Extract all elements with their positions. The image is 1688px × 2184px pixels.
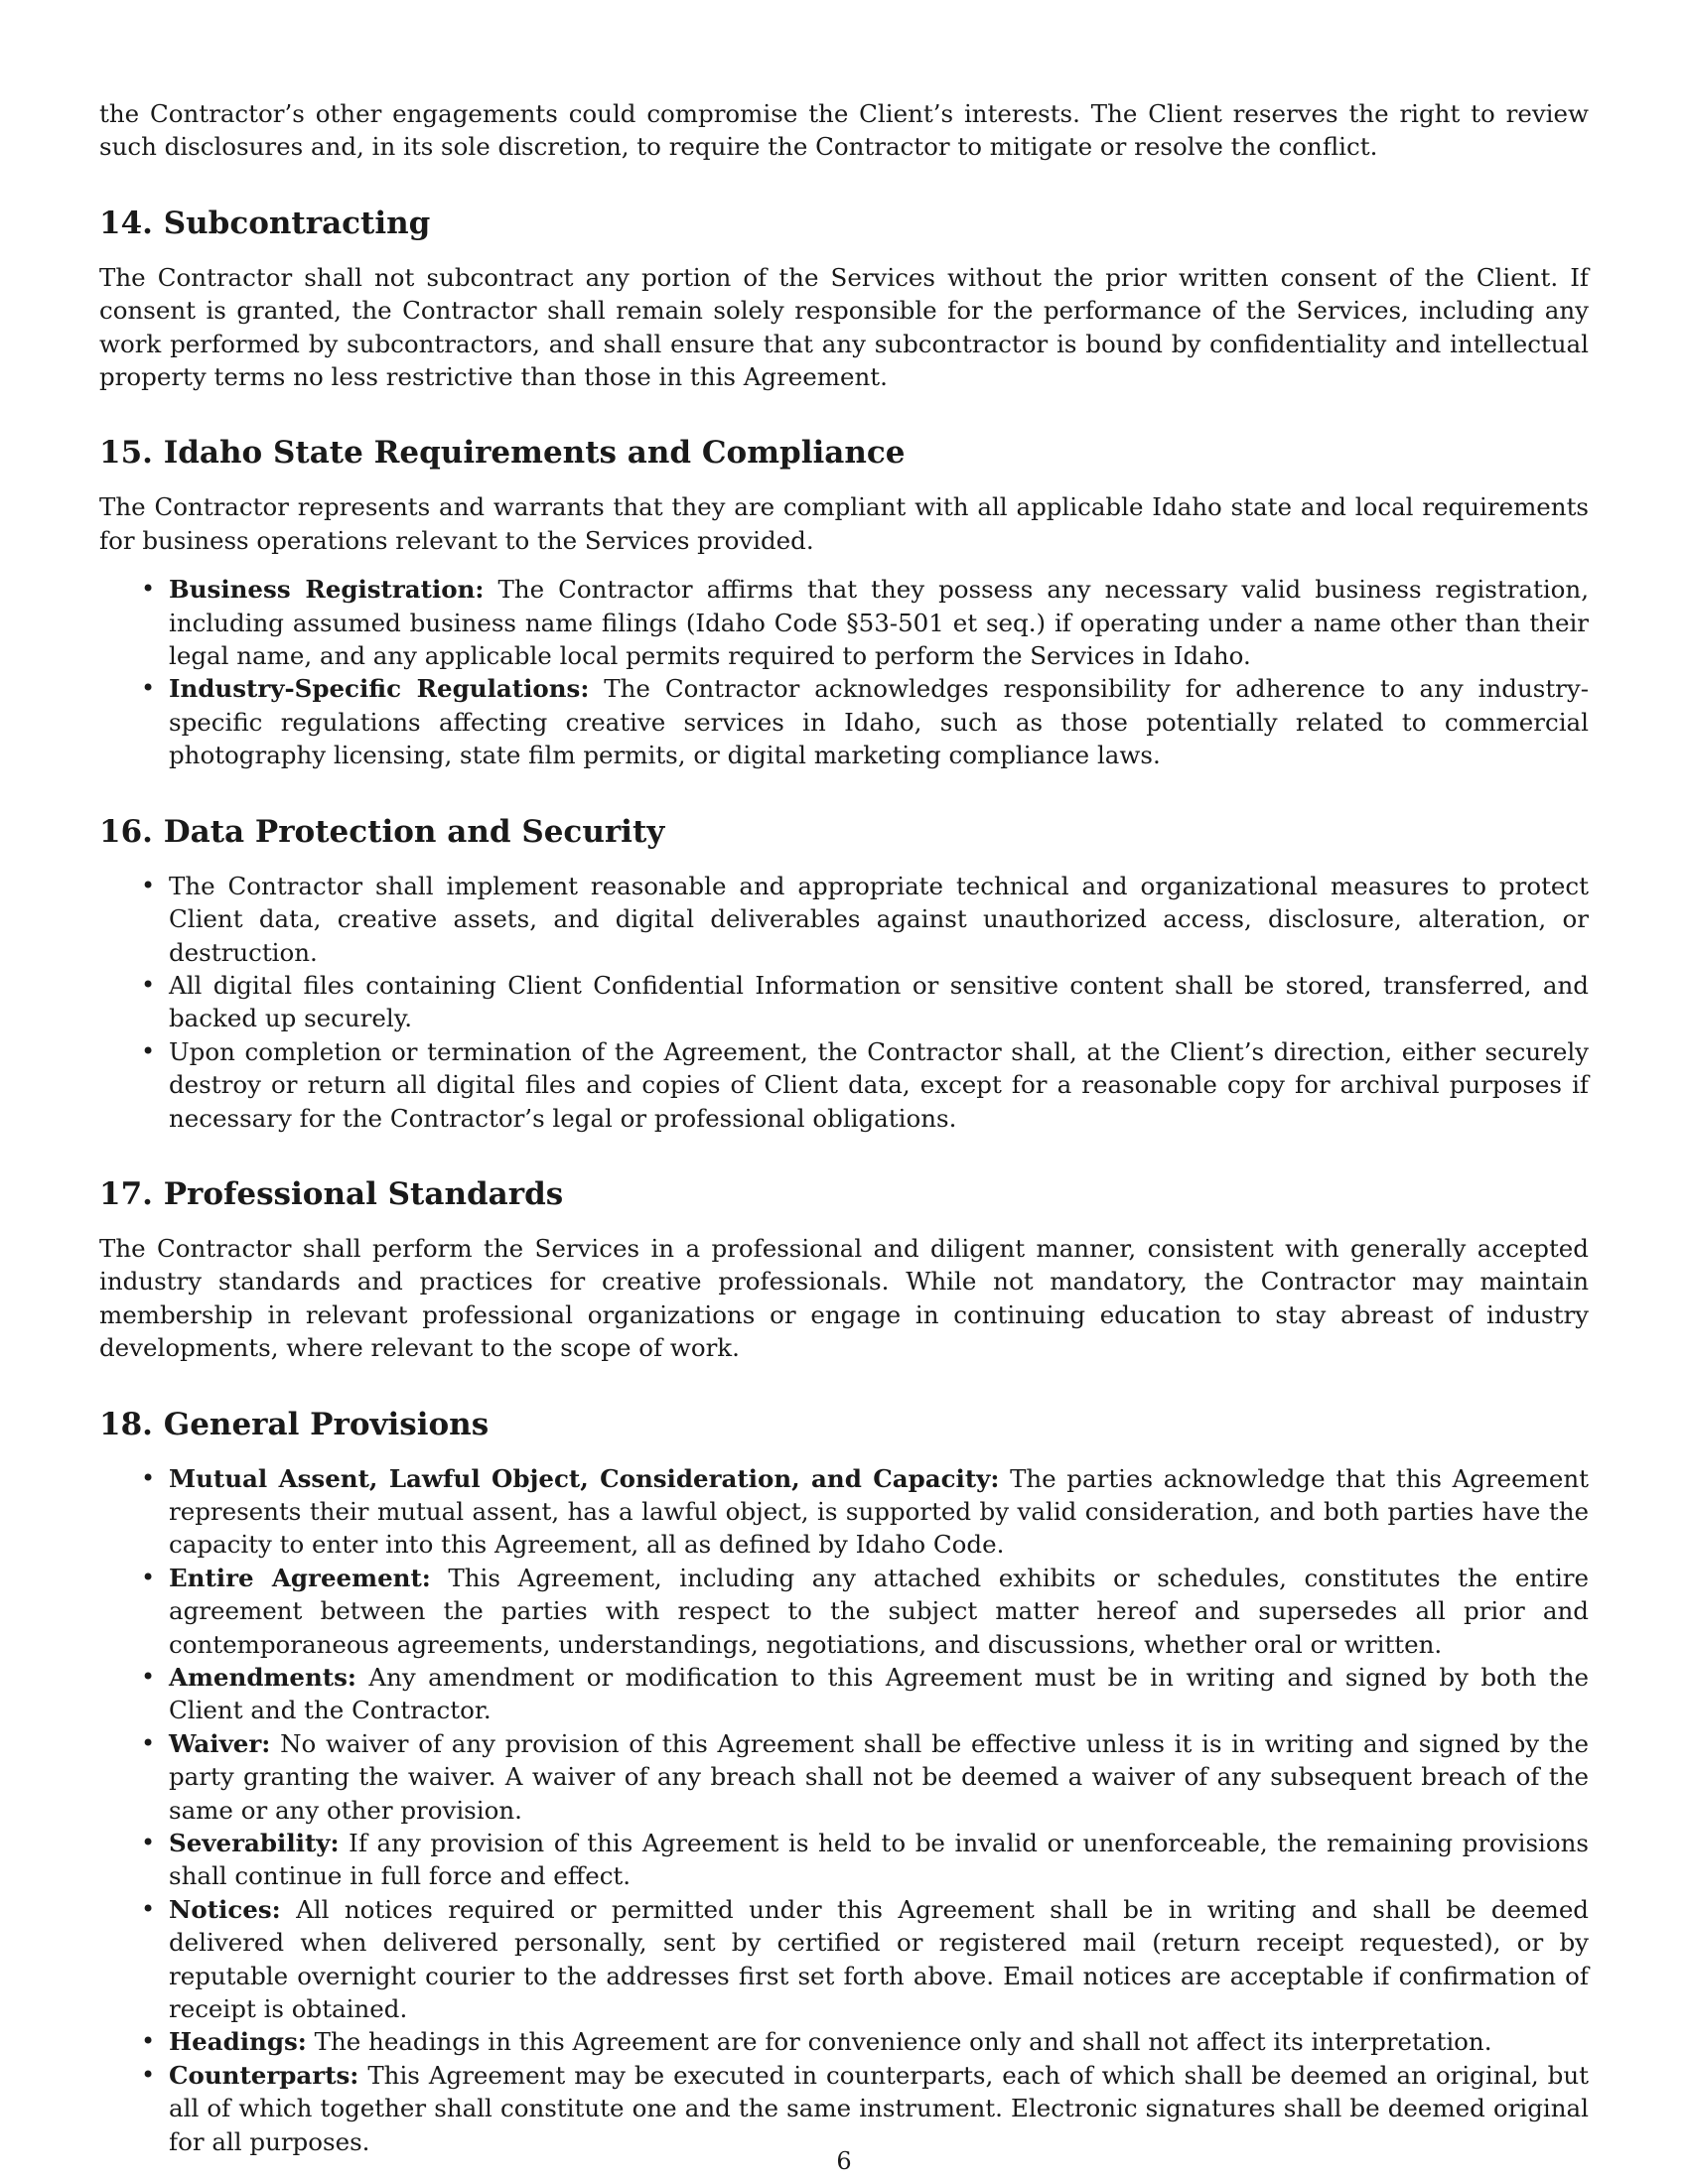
list-item	[141, 1661, 1589, 1727]
item-text: If any provision of this Agreement is held to be invalid or unenforceable, the remaining provisions shall continue in full force and effect.	[169, 1829, 1589, 1891]
item-label: Industry-Specific Regulations:	[169, 674, 590, 704]
list-item	[141, 1893, 1589, 2026]
item-text: The Contractor affirms that they possess any necessary valid business registration, including assumed business name filings (Idaho Code §53-501 et seq.) if operating under a name other than their legal name, and any applicable local permits required to perform the Services in Idaho.	[169, 575, 1589, 671]
list-item	[141, 2059, 1589, 2158]
item-text: Any amendment or modification to this Agreement must be in writing and signed by both the Client and the Contractor.	[169, 1663, 1589, 1725]
item-text: This Agreement may be executed in counterparts, each of which shall be deemed an original, but all of which together shall constitute one and the same instrument. Electronic signatures shall be deemed original for all purposes.	[169, 2060, 1589, 2156]
item-text: This Agreement, including any attached exhibits or schedules, constitutes the entire agreement between the parties with respect to the subject matter hereof and supersedes all prior and contemporaneous agreements, understandings, negotiations, and discussions, whether oral or written.	[169, 1563, 1589, 1659]
list-item	[141, 672, 1589, 771]
item-label: Headings:	[169, 2027, 307, 2057]
section-heading: 16. Data Protection and Security	[99, 813, 665, 850]
item-label: Entire Agreement:	[169, 1563, 431, 1592]
section-data-protection	[99, 812, 1589, 1135]
section-professional-standards	[99, 1174, 1589, 1365]
list-item	[141, 1562, 1589, 1661]
item-label: Mutual Assent, Lawful Object, Consideration, and Capacity:	[169, 1463, 1000, 1493]
item-text: No waiver of any provision of this Agreement shall be effective unless it is in writing and signed by the party granting the waiver. A waiver of any breach shall not be deemed a waiver of any subsequent breach of the same or any other provision.	[169, 1728, 1589, 1825]
item-label: Notices:	[169, 1894, 281, 1924]
bullet-list	[99, 1462, 1589, 2159]
bullet-icon: •	[141, 1728, 156, 1757]
list-item	[141, 2025, 1589, 2058]
section-paragraph: The Contractor represents and warrants that they are compliant with all applicable Idaho state and local requirements for business operations relevant to the Services provided.	[99, 492, 1589, 555]
section-idaho-compliance	[99, 433, 1589, 771]
bullet-icon: •	[141, 1563, 156, 1591]
bullet-icon: •	[141, 1894, 156, 1923]
bullet-icon: •	[141, 1829, 156, 1857]
bullet-icon: •	[141, 1663, 156, 1691]
bullet-icon: •	[141, 871, 156, 899]
bullet-icon: •	[141, 575, 156, 604]
bullet-list	[99, 870, 1589, 1135]
section-heading: 17. Professional Standards	[99, 1175, 564, 1212]
item-label: Business Registration:	[169, 575, 485, 605]
section-paragraph: The Contractor shall not subcontract any portion of the Services without the prior written consent of the Client. If consent is granted, the Contractor shall remain solely responsible for the performance of the Services, including any work performed by subcontractors, and shall ensure that any subcontractor is bound by confidentiality and intellectual property terms no less restrictive than those in this Agreement.	[99, 262, 1589, 392]
list-item	[141, 1462, 1590, 1562]
item-text: Upon completion or termination of the Agreement, the Contractor shall, at the Client’s direction, either securely destroy or return all digital files and copies of Client data, except for a reasonable copy for archival purposes if necessary for the Contractor’s legal or professional obligations.	[169, 1036, 1589, 1133]
list-item	[141, 1827, 1589, 1893]
list-item	[141, 870, 1589, 969]
item-text: All notices required or permitted under this Agreement shall be in writing and shall be deemed delivered when delivered personally, sent by certified or registered mail (return receipt requested), or by reputable overnight courier to the addresses first set forth above. Email notices are acceptable if confirmation of receipt is obtained.	[169, 1894, 1589, 2024]
section-general-provisions	[99, 1405, 1589, 2159]
list-item	[141, 1035, 1589, 1135]
item-label: Waiver:	[169, 1728, 271, 1758]
list-item	[141, 1727, 1589, 1827]
section-heading: 18. General Provisions	[99, 1406, 490, 1442]
item-label: Amendments:	[169, 1663, 356, 1692]
list-item	[141, 969, 1589, 1035]
bullet-icon: •	[141, 674, 156, 703]
section-heading: 14. Subcontracting	[99, 205, 431, 241]
bullet-list	[99, 573, 1589, 771]
item-text: All digital files containing Client Confidential Information or sensitive content shall be stored, transferred, and backed up securely.	[169, 970, 1589, 1033]
item-label: Counterparts:	[169, 2060, 359, 2090]
bullet-icon: •	[141, 1036, 156, 1065]
item-text: The headings in this Agreement are for convenience only and shall not affect its interpretation.	[306, 2027, 1492, 2057]
bullet-icon: •	[141, 2027, 156, 2056]
item-text: The Contractor acknowledges responsibility for adherence to any industry-specific regulations affecting creative services in Idaho, such as those potentially related to commercial photography licensing, state film permits, or digital marketing compliance laws.	[169, 674, 1589, 770]
section-heading: 15. Idaho State Requirements and Compliance	[99, 435, 906, 472]
bullet-icon: •	[141, 1463, 156, 1492]
item-label: Severability:	[169, 1829, 340, 1858]
continuation-paragraph: the Contractor’s other engagements could compromise the Client’s interests. The Client reserves the right to review such disclosures and, in its sole discretion, to require the Contractor to mitigate or resolve the conflict.	[99, 99, 1589, 162]
section-paragraph: The Contractor shall perform the Services in a professional and diligent manner, consistent with generally accepted industry standards and practices for creative professionals. While not mandatory, the Contractor may maintain membership in relevant professional organizations or engage in continuing education to stay abreast of industry developments, where relevant to the scope of work.	[99, 1233, 1589, 1363]
item-text: The Contractor shall implement reasonable and appropriate technical and organizational measures to protect Client data, creative assets, and digital deliverables against unauthorized access, disclosure, alteration, or destruction.	[169, 871, 1589, 967]
page-number: 6	[836, 2147, 852, 2175]
document-page	[99, 97, 1589, 2158]
bullet-icon: •	[141, 970, 156, 999]
list-item	[141, 573, 1589, 672]
bullet-icon: •	[141, 2060, 156, 2089]
item-text: The parties acknowledge that this Agreement represents their mutual assent, has a lawful object, is supported by valid consideration, and both parties have the capacity to enter into this Agreement, all as defined by Idaho Code.	[169, 1463, 1590, 1560]
section-subcontracting	[99, 204, 1589, 394]
